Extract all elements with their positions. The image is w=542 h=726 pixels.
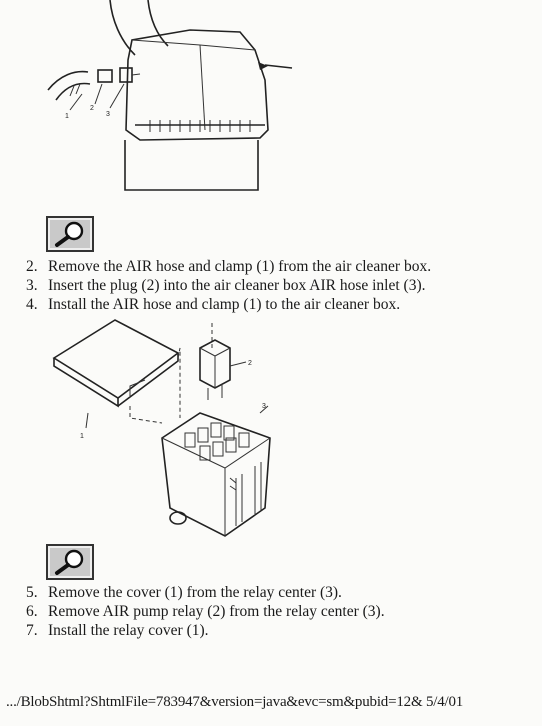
figure2-callout-1: 1 <box>80 433 84 440</box>
page-footer-url: .../BlobShtml?ShtmlFile=783947&version=java&evc=sm&pubid=12& 5/4/01 <box>6 694 464 710</box>
magnifier-glyph <box>48 546 92 578</box>
magnifier-icon[interactable] <box>46 544 94 580</box>
procedure-steps-1 <box>26 257 431 314</box>
figure1-callout-2: 2 <box>90 105 94 112</box>
figure1-callout-3: 3 <box>106 111 110 118</box>
magnifier-glyph <box>48 218 92 250</box>
step-5: 5. Remove the cover (1) from the relay center (3). <box>26 584 342 601</box>
step-7: 7. Install the relay cover (1). <box>26 622 209 639</box>
figure1-callout-1: 1 <box>65 113 69 120</box>
step-4: 4. Install the AIR hose and clamp (1) to the air cleaner box. <box>26 296 401 313</box>
step-3: 3. Insert the plug (2) into the air cleaner box AIR hose inlet (3). <box>26 277 426 294</box>
air-cleaner-box-illustration <box>40 0 320 200</box>
magnifier-icon[interactable] <box>46 216 94 252</box>
relay-center-illustration <box>50 318 290 548</box>
figure2-callout-2: 2 <box>248 360 252 367</box>
step-6: 6. Remove AIR pump relay (2) from the relay center (3). <box>26 603 385 620</box>
step-2: 2. Remove the AIR hose and clamp (1) from the air cleaner box. <box>26 258 432 275</box>
figure2-callout-3: 3 <box>262 403 266 410</box>
procedure-steps-2 <box>26 583 385 640</box>
